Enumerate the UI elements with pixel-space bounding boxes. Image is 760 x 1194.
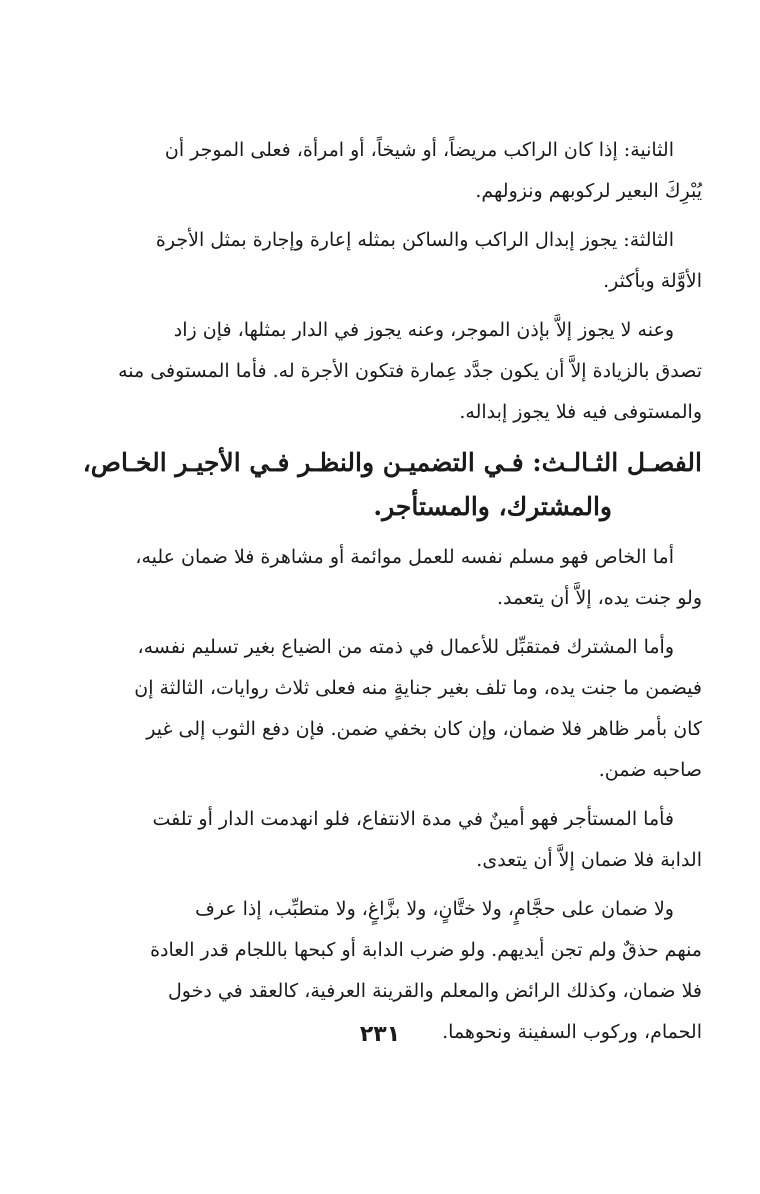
heading-line: والمشترك، والمستأجر.: [373, 492, 612, 521]
text-line: أما الخاص فهو مسلم نفسه للعمل موائمة أو مشاهرة فلا ضمان عليه،: [135, 546, 674, 568]
text-line: فلا ضمان، وكذلك الرائض والمعلم والقرينة العرفية، كالعقد في دخول: [167, 980, 702, 1002]
text-line: الثالثة: يجوز إبدال الراكب والساكن بمثله إعارة وإجارة بمثل الأجرة: [155, 229, 674, 251]
text-line: كان بأمر ظاهر فلا ضمان، وإن كان بخفي ضمن. فإن دفع الثوب إلى غير: [146, 718, 702, 740]
paragraph-third-case: [90, 220, 702, 302]
text-line: صاحبه ضمن.: [598, 759, 702, 781]
text-line: الأوَّلة وبأكثر.: [603, 270, 702, 292]
text-line: ولو جنت يده، إلاَّ أن يتعمد.: [497, 587, 702, 609]
paragraph-shared-worker: [90, 627, 702, 791]
chapter-heading: [82, 441, 702, 529]
heading-line: الفصـل الثـالـث: فـي التضميـن والنظـر فـي الأجيـر الخـاص،: [82, 448, 702, 477]
paragraph-lessee: [90, 799, 702, 881]
page-body: [82, 130, 702, 1061]
text-line: ولا ضمان على حجَّامٍ، ولا ختَّانٍ، ولا بزَّاغٍ، ولا متطبِّب، إذا عرف: [195, 898, 674, 920]
paragraph-second-case: [90, 130, 702, 212]
text-line: وعنه لا يجوز إلاَّ بإذن الموجر، وعنه يجوز في الدار بمثلها، فإن زاد: [173, 319, 674, 341]
paragraph-private-worker: [90, 537, 702, 619]
text-line: وأما المشترك فمتقبِّل للأعمال في ذمته من الضياع بغير تسليم نفسه،: [137, 636, 674, 658]
text-line: والمستوفى فيه فلا يجوز إبداله.: [459, 401, 702, 423]
text-line: فأما المستأجر فهو أمينٌ في مدة الانتفاع، فلو انهدمت الدار أو تلفت: [152, 808, 674, 830]
text-line: الثانية: إذا كان الراكب مريضاً، أو شيخاً، أو امرأة، فعلى الموجر أن: [164, 139, 674, 161]
text-line: فيضمن ما جنت يده، وما تلف بغير جنايةٍ منه فعلى ثلاث روايات، الثالثة إن: [134, 677, 702, 699]
text-line: تصدق بالزيادة إلاَّ أن يكون جدَّد عِمارة فتكون الأجرة له. فأما المستوفى منه: [118, 360, 702, 382]
text-line: الحمام، وركوب السفينة ونحوهما.: [442, 1021, 702, 1043]
text-line: الدابة فلا ضمان إلاَّ أن يتعدى.: [476, 849, 702, 871]
page-number: ٢٣١: [359, 1022, 401, 1047]
text-line: منهم حذقٌ ولم تجن أيديهم. ولو ضرب الدابة أو كبحها باللجام قدر العادة: [150, 939, 702, 961]
text-line: يُبْرِكَ البعير لركوبهم ونزولهم.: [475, 180, 702, 202]
paragraph-narration: [90, 310, 702, 433]
